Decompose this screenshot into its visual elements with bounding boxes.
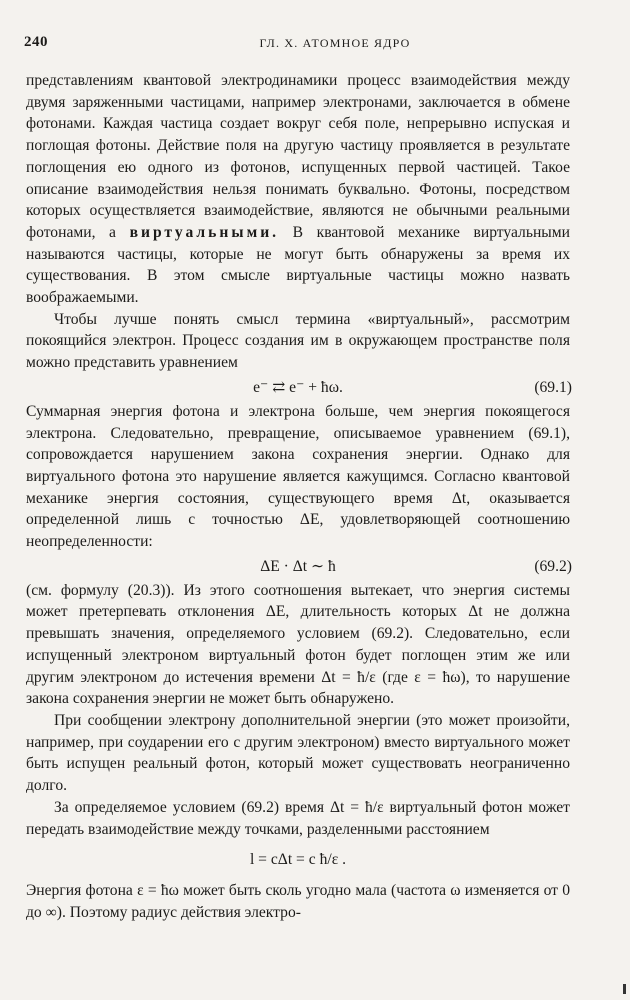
paragraph-7: Энергия фотона ε = ħω может быть сколь угодно мала (частота ω изменяется от 0 до ∞). Поэтому радиус действия электро-	[26, 882, 570, 921]
equation-69-2-number: (69.2)	[534, 557, 572, 575]
equation-69-1-expr: e⁻ ⇄ e⁻ + ħω.	[253, 378, 343, 396]
scan-edge-mark	[623, 984, 626, 994]
paragraph-5: При сообщении электрону дополнительной энергии (это может произойти, например, при соударении его с другим электроном) вместо виртуального может быть испущен реальный фотон, который может существовать неограниченно долго.	[26, 711, 570, 795]
equation-distance-expr: l = cΔt = c ħ/ε .	[249, 851, 347, 869]
paragraph-6: За определяемое условием (69.2) время Δt = ħ/ε виртуальный фотон может передать взаимодействие между точками, разделенными расстоянием	[26, 798, 570, 838]
paragraph-2: Чтобы лучше понять смысл термина «виртуальный», рассмотрим покоящийся электрон. Процесс создания им в окружающем пространстве поля можно представить уравнением	[26, 310, 570, 372]
equation-69-1	[26, 374, 570, 401]
page-number: 240	[24, 34, 48, 50]
text-body	[26, 70, 570, 924]
equation-distance	[26, 840, 570, 880]
running-head: ГЛ. X. АТОМНОЕ ЯДРО	[259, 36, 411, 50]
paragraph-3: Суммарная энергия фотона и электрона больше, чем энергия покоящегося электрона. Следовательно, превращение, описываемое уравнением (69.1), сопровождается нарушением закона сохранения энергии. Однако для виртуального фотона это нарушение является кажущимся. Согласно квантовой механике энергия состояния, существующего время Δt, оказывается определенной лишь с точностью ΔE, удовлетворяющей соотношению неопределенности:	[26, 402, 570, 551]
equation-69-1-number: (69.1)	[534, 378, 572, 396]
paragraph-1	[26, 70, 570, 309]
paragraph-1-part-a: представлениям квантовой электродинамики процесс взаимодействия между двумя заряженными частицами, например электронами, заключается в обмене фотонами. Каждая частица создает вокруг себя поле, непрерывно испуская и поглощая фотоны. Действие поля на другую частицу проявляется в результате поглощения ею одного из фотонов, испущенных первой частицей. Такое описание взаимодействия нельзя понимать буквально. Фотоны, посредством которых осуществляется взаимодействие, являются не обычными реальными фотонами, а	[26, 72, 570, 241]
equation-69-2-expr: ΔE · Δt ∼ ħ	[260, 557, 336, 575]
equation-69-2	[26, 553, 570, 580]
paragraph-4: (см. формулу (20.3)). Из этого соотношения вытекает, что энергия системы может претерпевать отклонения ΔE, длительность которых Δt не должна превышать значения, определяемого условием (69.2). Следовательно, если испущенный электроном виртуальный фотон будет поглощен этим же или другим электроном до истечения времени Δt = ħ/ε (где ε = ħω), то нарушение закона сохранения энергии не может быть обнаружено.	[26, 581, 570, 708]
term-virtual: виртуальными.	[129, 223, 280, 241]
paragraph-1-part-b: В квантовой механике виртуальными называются частицы, которые не могут быть обнаружены за время их существования. В этом смысле виртуальные частицы можно назвать воображаемыми.	[26, 223, 570, 307]
